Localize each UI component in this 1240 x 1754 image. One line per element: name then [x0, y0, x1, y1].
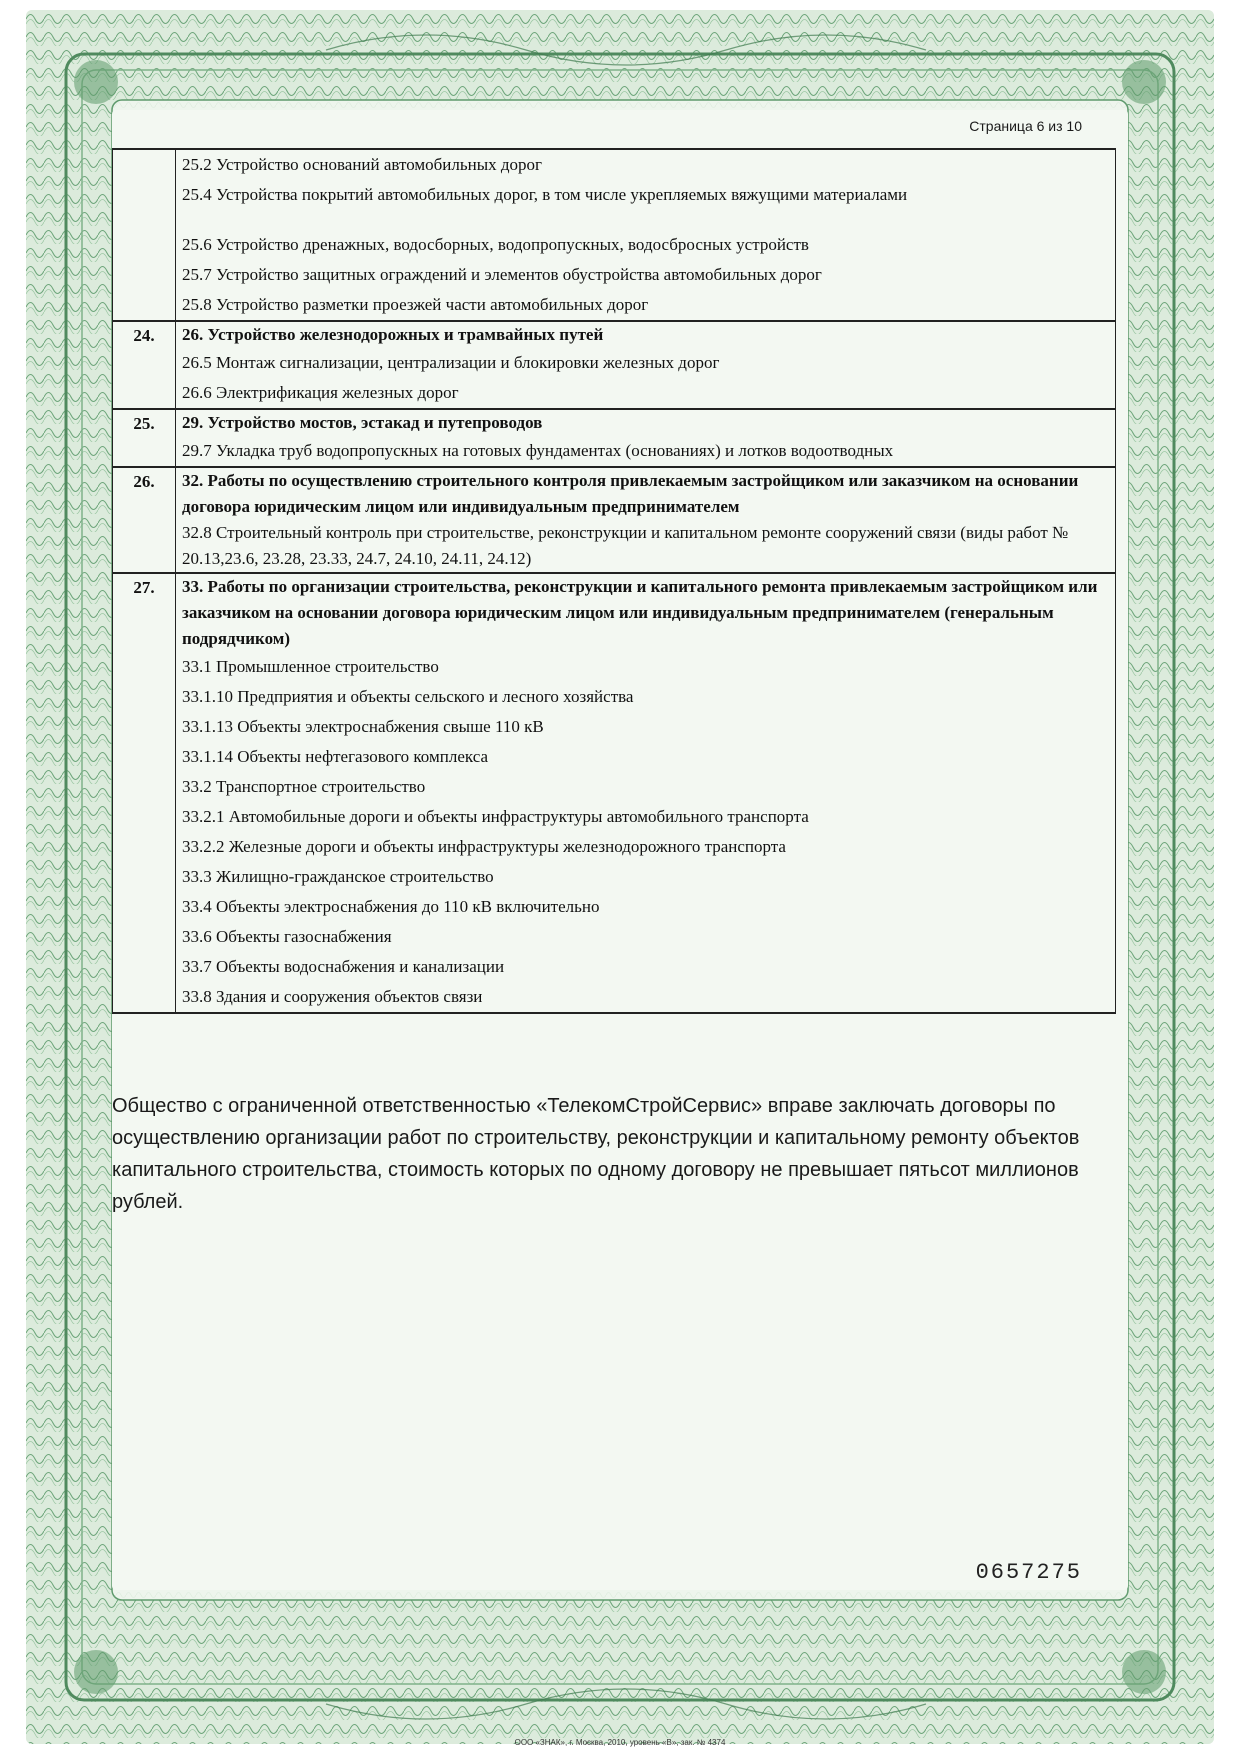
work-item: 33.1 Промышленное строительство — [182, 657, 439, 676]
work-item: 33.2 Транспортное строительство — [182, 777, 426, 796]
work-item: 25.7 Устройство защитных ограждений и элементов обустройства автомобильных дорог — [182, 265, 822, 284]
section-title: 33. Работы по организации строительства, реконструкции и капитального ремонта привлекаемым застройщиком или заказчиком на основании договора юридическим лицом или индивидуальным предпринимателем (генеральным подрядчиком) — [182, 577, 1098, 648]
row-content — [176, 467, 1116, 573]
rights-table — [112, 148, 1116, 1014]
row-number: 24. — [113, 321, 176, 409]
row-content — [176, 321, 1116, 409]
printer-imprint: ООО «ЗНАК», г. Москва, 2010, уровень «В», зак. № 4374 — [514, 1738, 726, 1747]
page-number: Страница 6 из 10 — [969, 118, 1082, 134]
work-item: 32.8 Строительный контроль при строительстве, реконструкции и капитальном ремонте сооружений связи (виды работ № 20.13,23.6, 23.28, 23.33, 24.7, 24.10, 24.11, 24.12) — [182, 523, 1069, 568]
work-item: 33.7 Объекты водоснабжения и канализации — [182, 957, 505, 976]
table-row — [113, 573, 1116, 1013]
section-title: 32. Работы по осуществлению строительного контроля привлекаемым застройщиком или заказчиком на основании договора юридическим лицом или индивидуальным предпринимателем — [182, 471, 1079, 516]
work-item: 29.7 Укладка труб водопропускных на готовых фундаментах (основаниях) и лотков водоотводных — [182, 441, 894, 460]
row-number — [113, 149, 176, 321]
row-number: 26. — [113, 467, 176, 573]
work-item: 25.8 Устройство разметки проезжей части автомобильных дорог — [182, 295, 649, 314]
work-item: 33.2.2 Железные дороги и объекты инфраструктуры железнодорожного транспорта — [182, 837, 786, 856]
work-item: 26.5 Монтаж сигнализации, централизации и блокировки железных дорог — [182, 353, 720, 372]
row-content — [176, 149, 1116, 321]
table-row — [113, 409, 1116, 467]
work-item: 33.3 Жилищно-гражданское строительство — [182, 867, 494, 886]
row-content — [176, 409, 1116, 467]
work-item: 33.1.10 Предприятия и объекты сельского и лесного хозяйства — [182, 687, 634, 706]
work-item: 33.2.1 Автомобильные дороги и объекты инфраструктуры автомобильного транспорта — [182, 807, 809, 826]
work-item: 33.1.13 Объекты электроснабжения свыше 110 кВ — [182, 717, 544, 736]
row-number: 25. — [113, 409, 176, 467]
work-item: 33.1.14 Объекты нефтегазового комплекса — [182, 747, 488, 766]
work-item: 25.6 Устройство дренажных, водосборных, водопропускных, водосбросных устройств — [182, 235, 809, 254]
row-number: 27. — [113, 573, 176, 1013]
serial-number: 0657275 — [975, 1560, 1082, 1585]
table-row — [113, 321, 1116, 409]
work-item: 25.2 Устройство оснований автомобильных дорог — [182, 155, 543, 174]
table-row — [113, 467, 1116, 573]
table-row — [113, 149, 1116, 321]
work-item: 25.4 Устройства покрытий автомобильных дорог, в том числе укрепляемых вяжущими материалами — [182, 185, 908, 204]
work-item: 33.4 Объекты электроснабжения до 110 кВ включительно — [182, 897, 600, 916]
work-item: 33.6 Объекты газоснабжения — [182, 927, 392, 946]
section-title: 29. Устройство мостов, эстакад и путепроводов — [182, 413, 543, 432]
section-title: 26. Устройство железнодорожных и трамвайных путей — [182, 325, 604, 344]
work-item: 33.8 Здания и сооружения объектов связи — [182, 987, 483, 1006]
statement-paragraph: Общество с ограниченной ответственностью «ТелекомСтройСервис» вправе заключать договоры по осуществлению организации работ по строительству, реконструкции и капитальному ремонту объектов капитального строительства, стоимость которых по одному договору не превышает пятьсот миллионов рублей. — [112, 1095, 1080, 1213]
work-item: 26.6 Электрификация железных дорог — [182, 383, 459, 402]
row-content — [176, 573, 1116, 1013]
